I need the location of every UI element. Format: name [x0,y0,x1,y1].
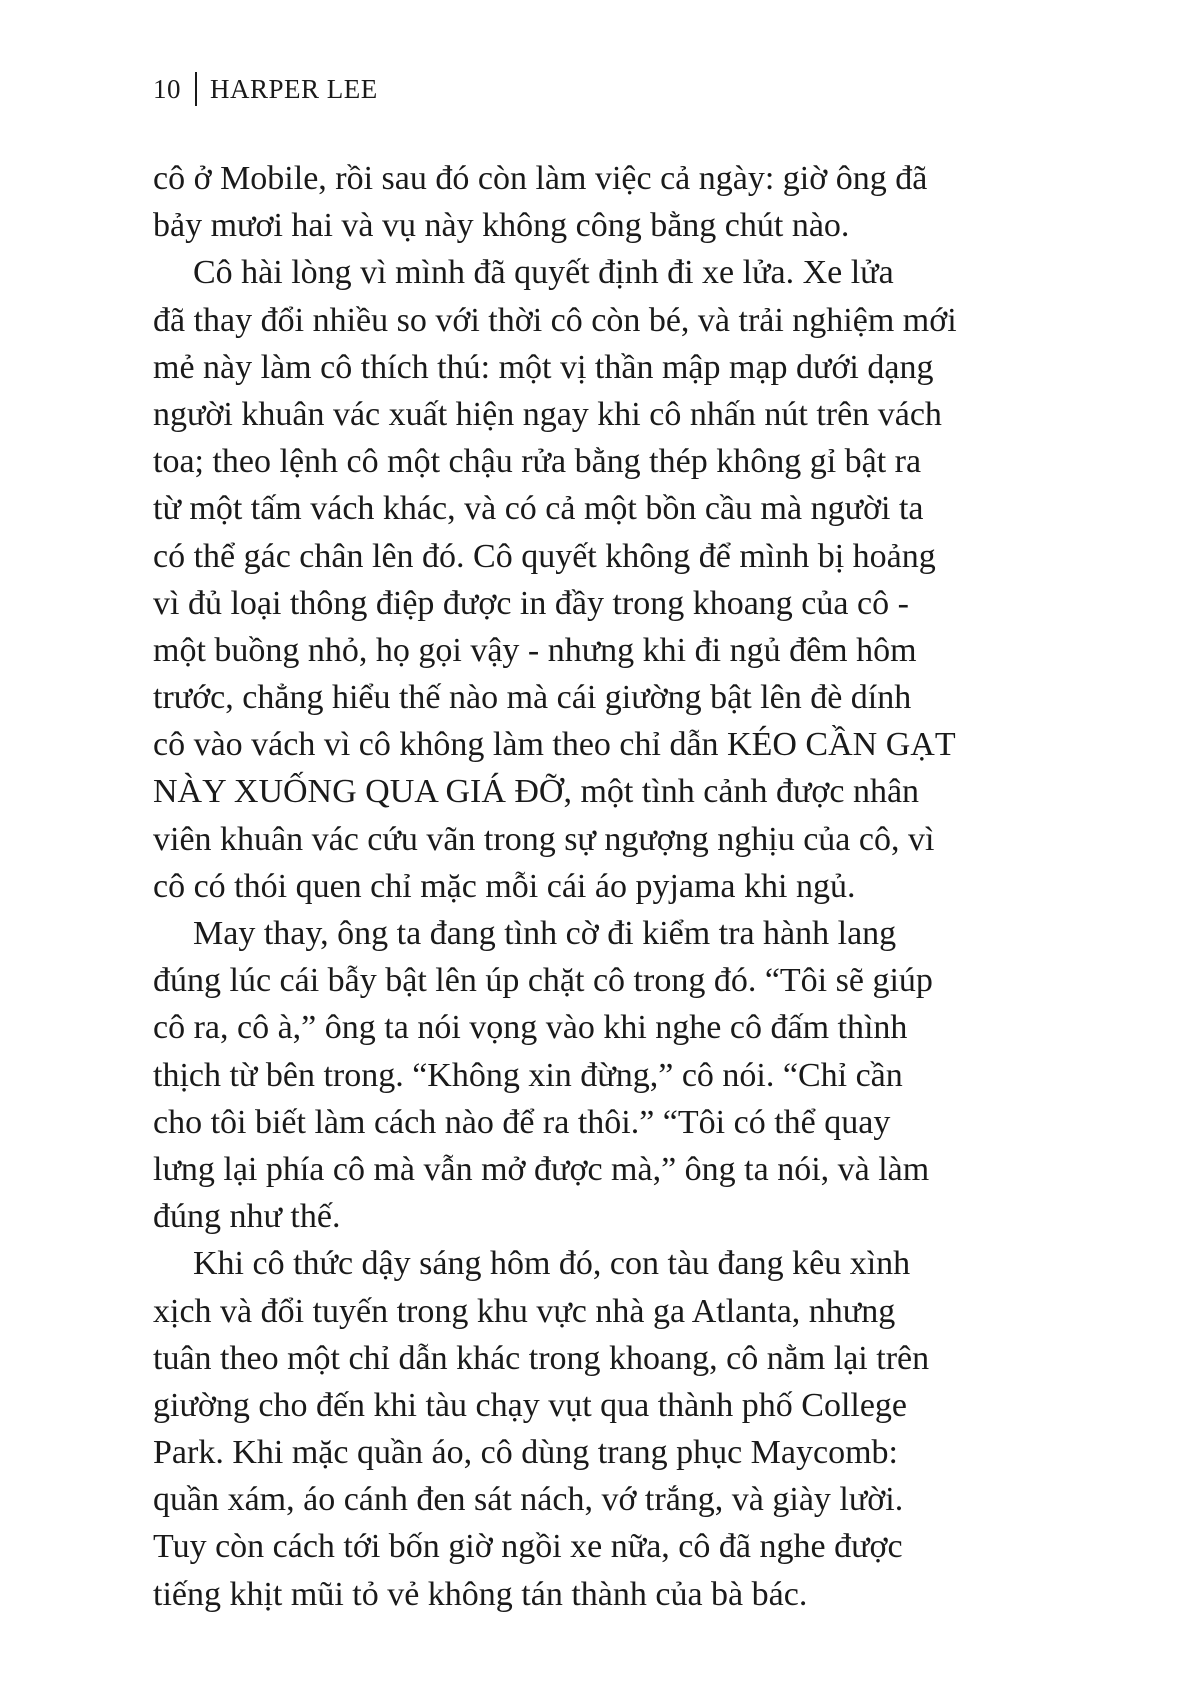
text-line: NÀY XUỐNG QUA GIÁ ĐỠ, một tình cảnh được nhân [153,773,920,811]
text-line: bảy mươi hai và vụ này không công bằng chút nào. [153,207,850,245]
text-line: đã thay đổi nhiều so với thời cô còn bé, và trải nghiệm mới [153,301,957,339]
text-line: Cô hài lòng vì mình đã quyết định đi xe lửa. Xe lửa [193,254,894,292]
text-line: cho tôi biết làm cách nào để ra thôi.” “Tôi có thể quay [153,1103,891,1141]
text-line: tiếng khịt mũi tỏ vẻ không tán thành của bà bác. [153,1575,808,1613]
text-line: Park. Khi mặc quần áo, cô dùng trang phục Maycomb: [153,1434,898,1472]
page-number: 10 [153,73,181,104]
text-line: một buồng nhỏ, họ gọi vậy - nhưng khi đi ngủ đêm hôm [153,631,917,669]
text-line: cô ở Mobile, rồi sau đó còn làm việc cả ngày: giờ ông đã [153,160,928,197]
text-line: xịch và đổi tuyến trong khu vực nhà ga Atlanta, nhưng [153,1292,896,1330]
header-divider [195,72,197,106]
text-line: cô vào vách vì cô không làm theo chỉ dẫn KÉO CẦN GẠT [153,726,956,764]
text-line: trước, chẳng hiểu thế nào mà cái giường bật lên đè dính [153,679,912,717]
author-name: HARPER LEE [210,73,378,104]
text-line: lưng lại phía cô mà vẫn mở được mà,” ông ta nói, và làm [153,1150,930,1188]
text-line: giường cho đến khi tàu chạy vụt qua thành phố College [153,1386,908,1424]
text-line: toa; theo lệnh cô một chậu rửa bằng thép không gỉ bật ra [153,443,922,481]
text-line: quần xám, áo cánh đen sát nách, vớ trắng, và giày lười. [153,1481,904,1519]
text-line: người khuân vác xuất hiện ngay khi cô nhấn nút trên vách [153,395,942,433]
text-line: May thay, ông ta đang tình cờ đi kiểm tra hành lang [193,915,897,952]
text-line: từ một tấm vách khác, và có cả một bồn cầu mà người ta [153,490,924,528]
text-line: có thể gác chân lên đó. Cô quyết không để mình bị hoảng [153,537,936,575]
text-line: Tuy còn cách tới bốn giờ ngồi xe nữa, cô đã nghe được [153,1528,903,1566]
text-line: mẻ này làm cô thích thú: một vị thần mập mạp dưới dạng [153,348,934,386]
text-line: thịch từ bên trong. “Không xin đừng,” cô nói. “Chỉ cần [153,1056,903,1094]
text-line: cô ra, cô à,” ông ta nói vọng vào khi nghe cô đấm thình [153,1009,908,1047]
text-line: đúng như thế. [153,1198,341,1236]
text-line: vì đủ loại thông điệp được in đầy trong khoang của cô - [153,584,909,622]
running-header [153,72,378,106]
text-line: tuân theo một chỉ dẫn khác trong khoang, cô nằm lại trên [153,1339,930,1377]
text-line: đúng lúc cái bẫy bật lên úp chặt cô trong đó. “Tôi sẽ giúp [153,962,933,1000]
text-line: viên khuân vác cứu vãn trong sự ngượng nghịu của cô, vì [153,820,935,858]
text-line: Khi cô thức dậy sáng hôm đó, con tàu đang kêu xình [193,1245,911,1283]
body-text [153,155,1033,1618]
text-line: cô có thói quen chỉ mặc mỗi cái áo pyjama khi ngủ. [153,867,856,905]
